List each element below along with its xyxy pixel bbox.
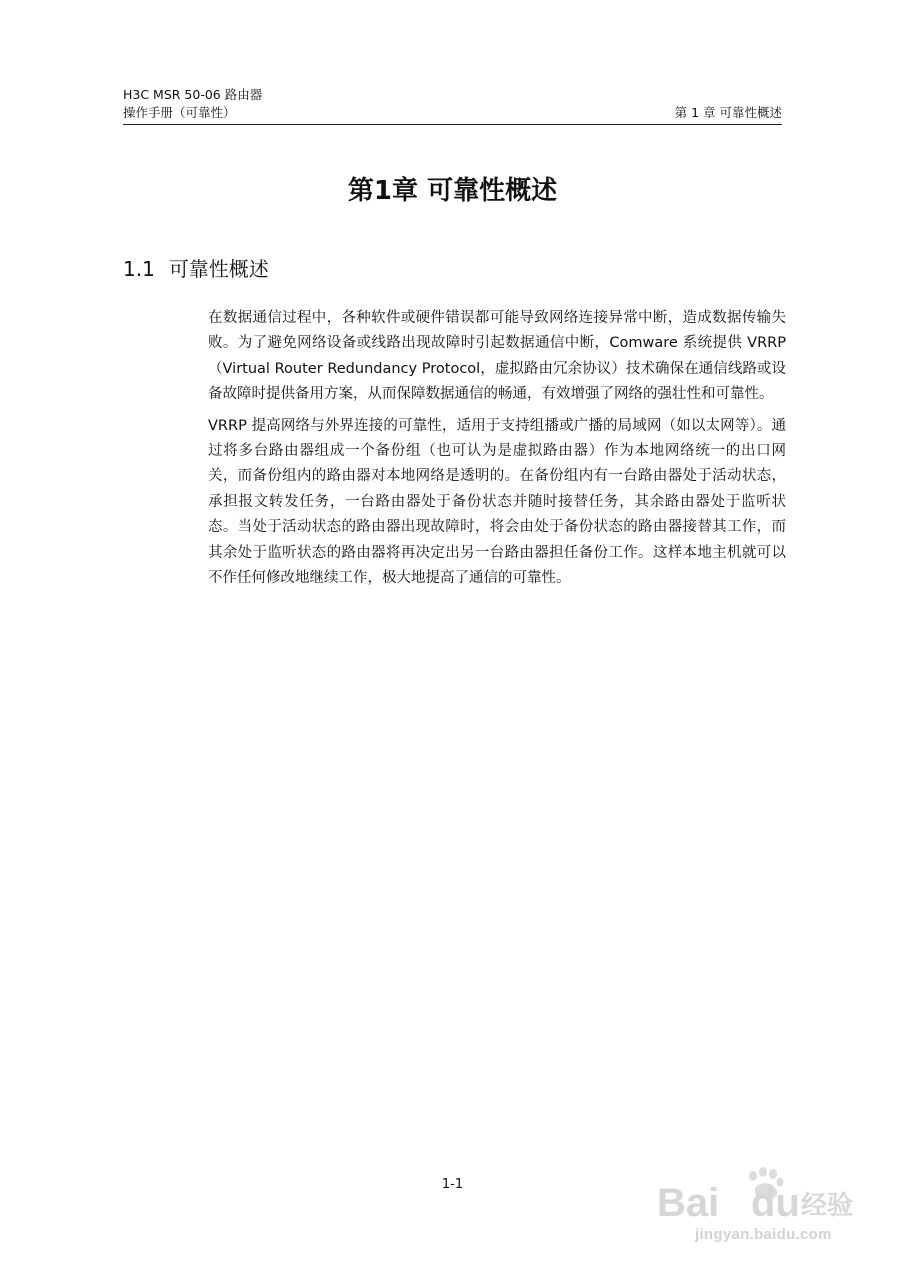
page-number: 1-1 xyxy=(441,1177,464,1192)
paragraph: 在数据通信过程中，各种软件或硬件错误都可能导致网络连接异常中断，造成数据传输失败。为了避免网络设备或线路出现故障时引起数据通信中断，Comware 系统提供 VRRP（Virtual Router Redundancy Protocol，虚拟路由冗余协议）技术确保在通信线路或设备故障时提供备用方案，从而保障数据通信的畅通，有效增强了网络的强壮性和可靠性。 xyxy=(208,310,786,403)
watermark xyxy=(655,1148,855,1248)
header-chapter: 第 1 章 可靠性概述 xyxy=(674,105,782,120)
header-product: H3C MSR 50-06 路由器 xyxy=(123,87,263,102)
body-text xyxy=(208,306,786,597)
section-number: 1.1 xyxy=(123,257,155,281)
section-heading xyxy=(123,254,269,284)
header-manual-title: 操作手册（可靠性） xyxy=(123,105,236,120)
baidu-paw-icon xyxy=(655,1166,855,1226)
page-header xyxy=(123,84,782,125)
watermark-url: jingyan.baidu.com xyxy=(695,1226,832,1243)
chapter-title: 第1章 可靠性概述 xyxy=(347,176,558,206)
section-title: 可靠性概述 xyxy=(168,257,269,281)
paragraph: VRRP 提高网络与外界连接的可靠性，适用于支持组播或广播的局域网（如以太网等）。通过将多台路由器组成一个备份组（也可认为是虚拟路由器）作为本地网络统一的出口网关，而备份组内的路由器对本地网络是透明的。在备份组内有一台路由器处于活动状态，承担报文转发任务，一台路由器处于备份状态并随时接替任务，其余路由器处于监听状态。当处于活动状态的路由器出现故障时，将会由处于备份状态的路由器接替其工作，而其余处于监听状态的路由器将再决定出另一台路由器担任备份工作。这样本地主机就可以不作任何修改地继续工作，极大地提高了通信的可靠性。 xyxy=(208,417,786,587)
svg-text:du: du xyxy=(751,1181,800,1225)
svg-text:Bai: Bai xyxy=(657,1181,720,1225)
svg-text:经验: 经验 xyxy=(801,1191,854,1221)
